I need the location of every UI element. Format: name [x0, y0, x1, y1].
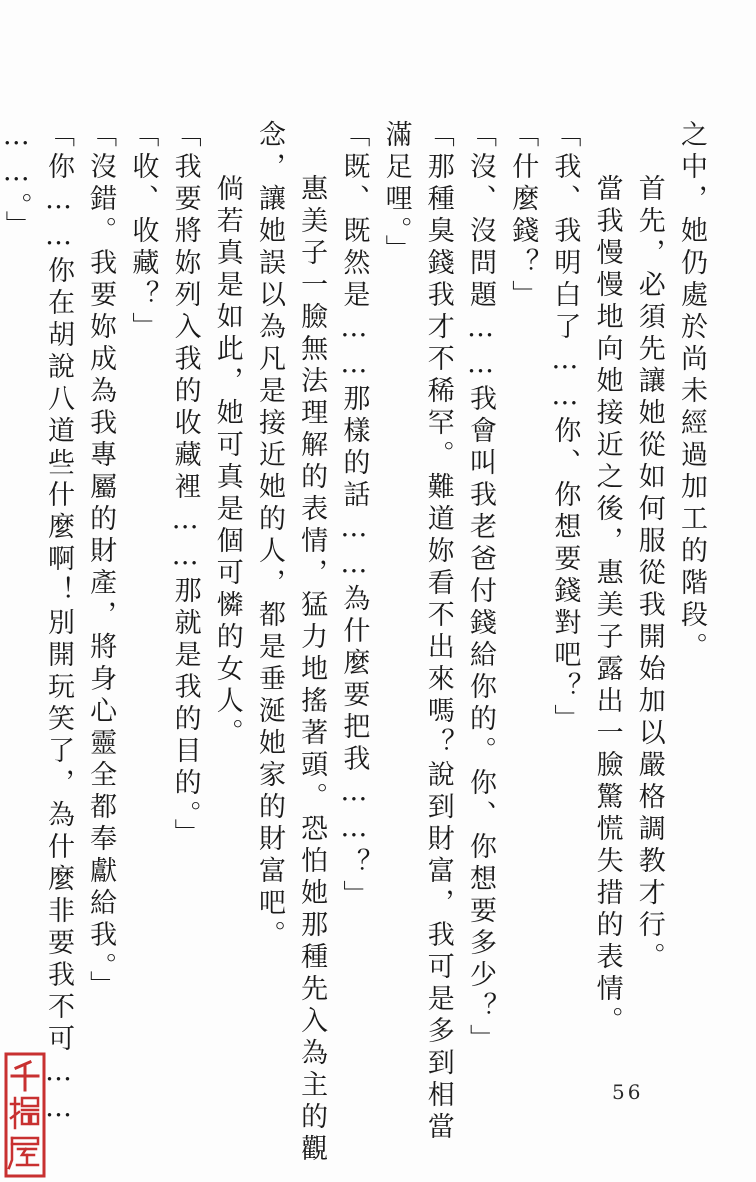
dialogue-line: 「你……你在胡說八道些什麼啊！別開玩笑了，為什麼非要我不可…… [42, 120, 74, 1128]
dialogue-line: 「我、我明白了……你、你想要錢對吧？」 [549, 120, 581, 736]
text-line: ……。」 [0, 120, 32, 243]
dialogue-line: 「那種臭錢我才不稀罕。難道妳看不出來嗎？說到財富，我可是多到相當 [422, 120, 454, 1144]
dialogue-line: 「沒錯。我要妳成為我專屬的財產，將身心靈全都奉獻給我。」 [85, 120, 117, 1003]
text-line: 當我慢慢地向她接近之後，惠美子露出一臉驚慌失措的表情。 [591, 174, 623, 1038]
text-line: 滿足哩。」 [380, 120, 412, 267]
text-line: 首先，必須先讓她從如何服從我開始加以嚴格調教才行。 [633, 174, 665, 974]
dialogue-line: 「我要將妳列入我的收藏裡……那就是我的目的。」 [169, 120, 201, 851]
text-line: 念，讓她誤以為凡是接近她的人，都是垂涎她家的財富吧。 [253, 120, 285, 952]
text-line: 倘若真是如此，她可真是個可憐的女人。 [211, 174, 243, 750]
text-line: 之中，她仍處於尚未經過加工的階段。 [676, 120, 707, 664]
dialogue-line: 「沒、沒問題……我會叫我老爸付錢給你的。你、你想要多少？」 [464, 120, 496, 1056]
page-number: 56 [612, 1080, 644, 1104]
dialogue-line: 「收、收藏？」 [127, 120, 159, 344]
text-line: 惠美子一臉無法理解的表情，猛力地搖著頭。恐怕她那種先入為主的觀 [296, 174, 328, 1166]
seal-stamp-icon [4, 1052, 46, 1178]
dialogue-line: 「什麼錢？」 [507, 120, 539, 312]
dialogue-line: 「既、既然是……那樣的話……為什麼要把我……？」 [338, 120, 370, 912]
